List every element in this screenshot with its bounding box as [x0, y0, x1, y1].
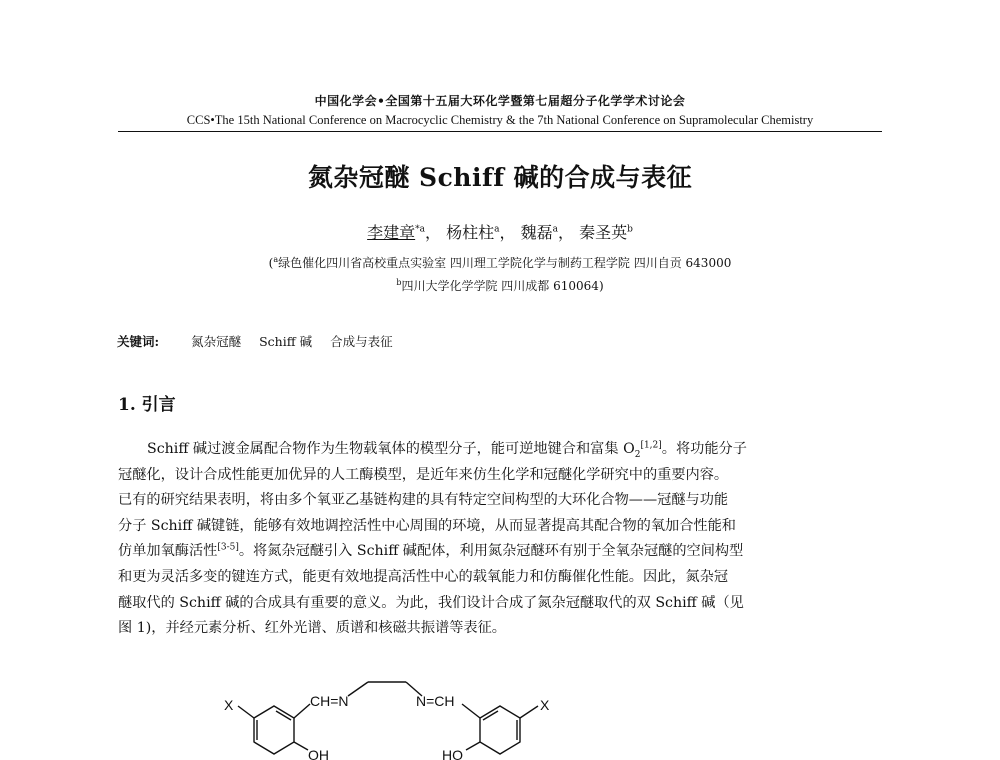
paragraph-line: 图 1)，并经元素分析、红外光谱、质谱和核磁共振谱等表征。	[118, 620, 506, 637]
affiliation-mark: a	[273, 255, 279, 264]
affiliation-b: $^b$四川大学化学学院 四川成都 610064)	[396, 278, 604, 293]
left-benzene-ring	[254, 706, 294, 754]
affiliation-text: 绿色催化四川省高校重点实验室 四川理工学院化学与制药工程学院 四川自贡 643000	[278, 256, 732, 270]
imine-right-label: N=CH	[416, 693, 455, 709]
author-list: 李建章$^{*a}$， 杨柱柱$^a$， 魏磊$^a$， 秦圣英$^b$	[367, 223, 633, 242]
affiliation-text: 四川大学化学学院 四川成都 610064	[401, 279, 599, 293]
author-name: 魏磊	[520, 223, 553, 242]
author-mark: *a	[415, 224, 426, 235]
author-name: 李建章	[367, 223, 416, 242]
paragraph-line: 仿单加氧酶活性[3-5]。将氮杂冠醚引入 Schiff 碱配体，利用氮杂冠醚环有别于全氧杂冠醚的空间构型	[118, 542, 744, 560]
paragraph-line: 和更为灵活多变的键连方式，能更有效地提高活性中心的载氧能力和仿酶催化性能。因此，氮杂冠	[118, 568, 729, 585]
author-mark: a	[552, 224, 558, 235]
paragraph-line: 冠醚化，设计合成性能更加优异的人工酶模型，是近年来仿生化学和冠醚化学研究中的重要内容。	[118, 466, 729, 483]
paragraph-line: 醚取代的 Schiff 碱的合成具有重要的意义。为此，我们设计合成了氮杂冠醚取代的双 Schiff 碱（见	[118, 594, 744, 611]
hydroxyl-right-label: HO	[442, 747, 463, 760]
author-name: 秦圣英	[579, 223, 628, 242]
right-benzene-ring	[480, 706, 520, 754]
keyword: 氮杂冠醚	[191, 334, 242, 349]
paragraph-line: 分子 Schiff 碱键链，能够有效地调控活性中心周围的环境，从而显著提高其配合物的氧加合性能和	[118, 517, 736, 534]
paper-title: 氮杂冠醚 Schiff 碱的合成与表征	[307, 163, 693, 192]
imine-left-label: CH=N	[310, 693, 349, 709]
keyword: 合成与表征	[330, 334, 393, 349]
keywords-line	[117, 332, 407, 350]
affiliation-mark: b	[396, 278, 402, 287]
section-heading: 1. 引言	[118, 395, 176, 415]
affiliation-a: ($^a$绿色催化四川省高校重点实验室 四川理工学院化学与制药工程学院 四川自贡 643000	[268, 255, 732, 270]
author-mark: a	[494, 224, 500, 235]
structure-bonds	[238, 682, 538, 754]
conference-header-cn: 中国化学会•全国第十五届大环化学暨第七届超分子化学学术讨论会	[314, 94, 686, 108]
paragraph-line: Schiff 碱过渡金属配合物作为生物载氧体的模型分子，能可逆地键合和富集 $O_2[1,2]$。将功能分子	[147, 440, 747, 460]
paragraph-line: 已有的研究结果表明，将由多个氧亚乙基链构建的具有特定空间构型的大环化合物——冠醚与功能	[118, 492, 729, 509]
intro-paragraph	[118, 437, 882, 642]
hydroxyl-left-label: OH	[308, 747, 329, 760]
keyword: Schiff 碱	[259, 334, 313, 349]
substituent-x-right: X	[540, 697, 550, 713]
author-mark: b	[627, 224, 633, 235]
keywords-label: 关键词:	[117, 334, 160, 349]
author-name: 杨柱柱	[446, 223, 495, 242]
substituent-x-left: X	[224, 697, 234, 713]
conference-header-en: CCS•The 15th National Conference on Macrocyclic Chemistry & the 7th National Conference on Supramolecular Chemistry	[118, 113, 882, 132]
schiff-base-structure-figure	[210, 668, 590, 760]
